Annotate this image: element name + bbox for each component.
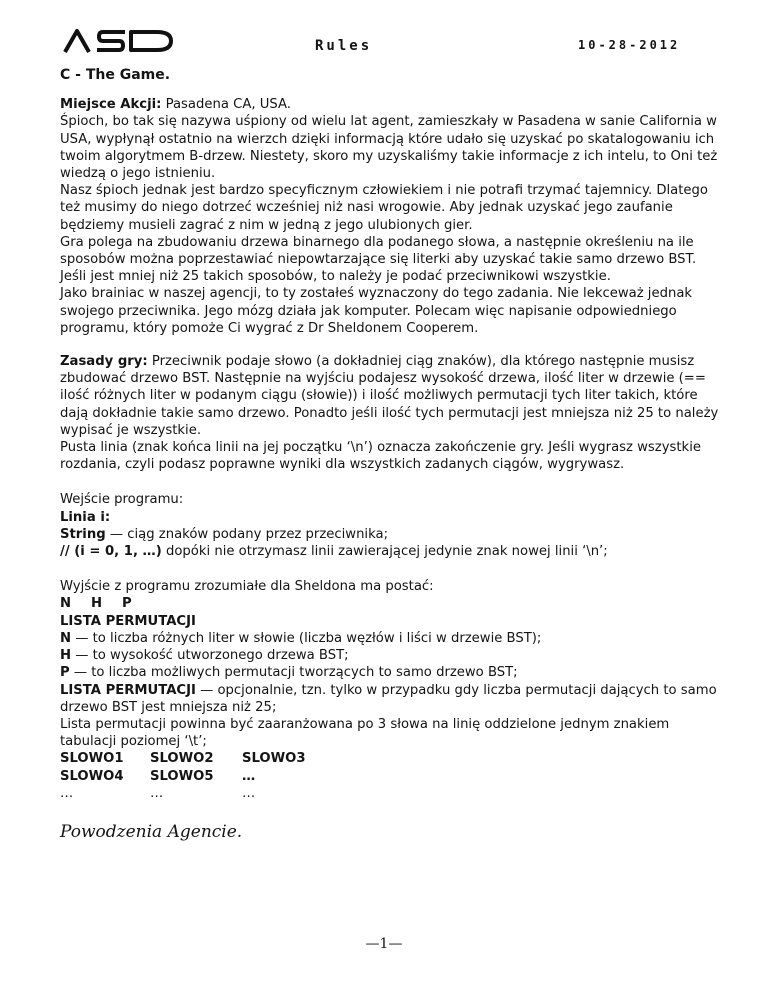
rules-paragraph xyxy=(60,353,720,439)
input-loop-text: dopóki nie otrzymasz linii zawierającej jedynie znak nowej linii ‘\n’; xyxy=(161,544,608,560)
header-title: Rules xyxy=(315,38,373,54)
def-h-label: H xyxy=(60,648,72,664)
output-heading: Wyjście z programu zrozumiałe dla Sheldona ma postać: xyxy=(60,579,434,595)
word-cell: … xyxy=(242,768,256,784)
def-n-text: — to liczba różnych liter w słowie (liczba węzłów i liści w drzewie BST); xyxy=(71,630,542,646)
words-row-2 xyxy=(60,768,720,785)
paragraph-sleeper: Śpioch, bo tak się nazywa uśpiony od wielu lat agent, zamieszkały w Pasadena w sanie California w USA, wypłynął ostatnio na wierzch dzięki informacją które udało się uzyskać po skatalogowaniu ich twoim algorytmem B-drzew. Niestety, skoro my uzyskaliśmy takie informacje z ich intelu, to Oni też wiedzą o jego istnieniu. xyxy=(60,114,718,182)
word-cell: SLOWO4 xyxy=(60,768,124,784)
word-cell: … xyxy=(242,785,256,801)
signature: Powodzenia Agencie. xyxy=(60,821,243,842)
def-list-label: LISTA PERMUTACJI xyxy=(60,682,196,698)
p-token: P xyxy=(122,596,132,612)
header-date: 10-28-2012 xyxy=(578,38,681,52)
def-list xyxy=(60,682,720,716)
word-cell: … xyxy=(150,785,164,801)
input-loop xyxy=(60,543,720,560)
input-string xyxy=(60,526,720,543)
page-header xyxy=(0,0,768,60)
page-number: —1— xyxy=(365,936,403,952)
word-cell: SLOWO5 xyxy=(150,768,214,784)
rules-label: Zasady gry: xyxy=(60,354,148,370)
n-token: N xyxy=(60,596,72,612)
location-label: Miejsce Akcji: xyxy=(60,97,162,113)
document-body xyxy=(60,67,720,841)
def-n-label: N xyxy=(60,630,72,646)
input-string-label: String xyxy=(60,526,106,542)
rules-end-paragraph: Pusta linia (znak końca linii na jej początku ‘\n’) oznacza zakończenie gry. Jeśli wygrasz wszystkie rozdania, czyli podasz poprawne wyniki dla wszystkich zadanych ciągów, wygrywasz. xyxy=(60,440,701,473)
def-h xyxy=(60,647,720,664)
def-p-label: P xyxy=(60,665,70,681)
paragraph-secret: Nasz śpioch jednak jest bardzo specyficznym człowiekiem i nie potrafi trzymać tajemnicy. Dlatego też musimy do niego dotrzeć wcześniej niż nasi wrogowie. Aby jednak uzyskać jego zaufanie będziemy musieli zagrać z nim w jedną z jego ulubionych gier. xyxy=(60,183,708,233)
tab-note: Lista permutacji powinna być zaaranżowana po 3 słowa na linię oddzielone jednym znakiem tabulacji poziomej ‘\t’; xyxy=(60,716,670,750)
def-list-text: — opcjonalnie, tzn. tylko w przypadku gdy liczba permutacji dających to samo drzewo BST jest mniejsza niż 25; xyxy=(60,682,717,715)
words-row-3 xyxy=(60,785,720,802)
word-cell: SLOWO2 xyxy=(150,751,214,767)
input-heading: Wejście programu: xyxy=(60,492,184,508)
def-p xyxy=(60,664,720,681)
word-cell: SLOWO1 xyxy=(60,751,124,767)
intro-location xyxy=(60,96,720,113)
asd-logo xyxy=(63,28,175,54)
def-n xyxy=(60,630,720,647)
output-format-nhp xyxy=(60,595,720,612)
words-row-1 xyxy=(60,750,720,767)
paragraph-game: Gra polega na zbudowaniu drzewa binarnego dla podanego słowa, a następnie określeniu na ile sposobów można poprzestawiać niepowtarzające się literki aby uzyskać takie samo drzewo BST. Jeśli jest mniej niż 25 takich sposobów, to należy je podać przeciwnikowi wszystkie. xyxy=(60,234,697,285)
def-h-text: — to wysokość utworzonego drzewa BST; xyxy=(71,648,349,664)
input-loop-label: // (i = 0, 1, …) xyxy=(60,544,162,560)
document-title: C - The Game. xyxy=(60,67,171,83)
word-cell: SLOWO3 xyxy=(242,751,306,767)
word-cell: … xyxy=(60,785,74,801)
location-text: Pasadena CA, USA. xyxy=(161,97,291,113)
h-token: H xyxy=(91,596,103,612)
output-format-list: LISTA PERMUTACJI xyxy=(60,613,196,629)
input-string-text: — ciąg znaków podany przez przeciwnika; xyxy=(105,526,389,542)
def-p-text: — to liczba możliwych permutacji tworzących to samo drzewo BST; xyxy=(69,665,518,681)
input-line: Linia i: xyxy=(60,509,111,525)
paragraph-brainiac: Jako brainiac w naszej agencji, to ty zostałeś wyznaczony do tego zadania. Nie lekceważ jednak swojego przeciwnika. Jego mózg działa jak komputer. Polecam więc napisanie odpowiedniego programu, który pomoże Ci wygrać z Dr Sheldonem Cooperem. xyxy=(60,286,693,336)
rules-text: Przeciwnik podaje słowo (a dokładniej ciąg znaków), dla którego następnie musisz zbudować drzewo BST. Następnie na wyjściu podajesz wysokość drzewa, ilość liter w drzewie (== ilość różnych liter w podanym ciągu (słowie)) i ilość możliwych permutacji tych liter takich, które dają dokładnie takie samo drzewo. Ponadto jeśli ilość tych permutacji jest mniejsza niż 25 to należy wypisać je wszystkie. xyxy=(60,354,719,438)
